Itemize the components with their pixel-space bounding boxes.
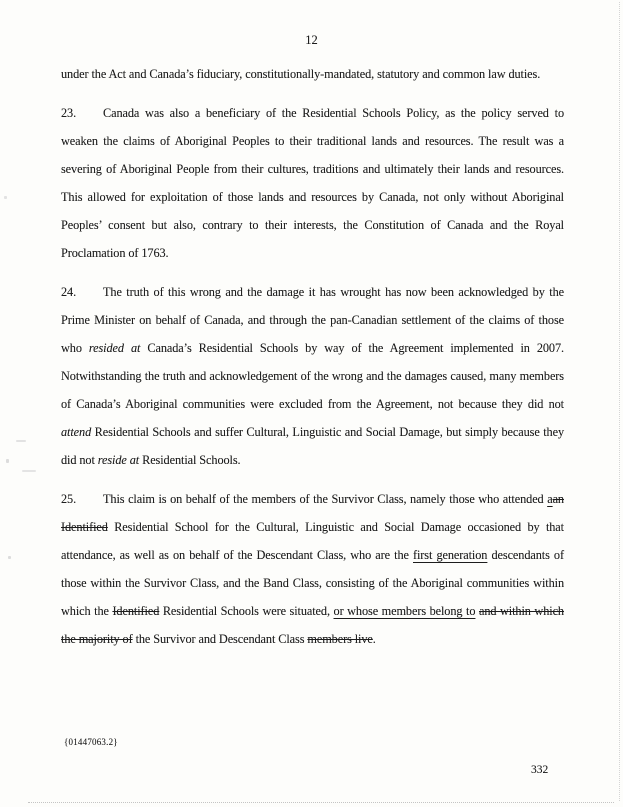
text-segment: Residential School for the Cultural, Linguistic and Social Damage occasioned by that attendance, as well as on behalf of the Descendant Class, who are the bbox=[61, 520, 564, 562]
paragraph bbox=[61, 278, 564, 474]
scan-artifact-speck bbox=[22, 470, 36, 472]
text-segment: the Survivor and Descendant Class bbox=[132, 632, 308, 646]
text-segment: Residential Schools. bbox=[139, 453, 241, 467]
paragraph-number: 23. bbox=[61, 106, 77, 120]
scan-artifact-right-edge bbox=[619, 2, 620, 801]
text-segment: Identified bbox=[112, 604, 160, 618]
paragraph bbox=[61, 485, 564, 653]
paragraph-number: 25. bbox=[61, 492, 77, 506]
text-segment: Residential Schools and suffer Cultural, Linguistic and Social Damage, but simply because they did not bbox=[61, 425, 564, 467]
text-segment: Canada was also a beneficiary of the Residential Schools Policy, as the policy served to weaken the claims of Aboriginal Peoples to their traditional lands and resources. The result was a severing of Aboriginal People from their cultures, traditions and ultimately their lands and resources. This allowed for exploitation of those lands and resources by Canada, not only without Aboriginal Peoples’ consent but also, contrary to their interests, the Constitution of Canada and the Royal Proclamation of 1763. bbox=[61, 106, 564, 260]
text-segment: Canada’s Residential Schools by way of the Agreement implemented in 2007. Notwithstanding the truth and acknowledgement of the wrong and the damages caused, many members of Canada’s Aboriginal communities were excluded from the Agreement, not because they did not bbox=[61, 341, 564, 411]
text-segment: under the Act and Canada’s fiduciary, constitutionally-mandated, statutory and common law duties. bbox=[61, 67, 541, 81]
text-segment: or whose members belong to bbox=[333, 604, 476, 618]
text-segment: descendants of those within the Survivor Class, and the Band Class, consisting of the Aboriginal communities within which the bbox=[61, 548, 564, 618]
scan-artifact-bottom-edge bbox=[28, 802, 614, 803]
text-segment: an Identified bbox=[61, 492, 564, 534]
text-segment: This claim is on behalf of the members of the Survivor Class, namely those who attended bbox=[103, 492, 548, 506]
footer-document-id: {01447063.2} bbox=[64, 737, 118, 747]
text-segment: Residential Schools were situated, bbox=[159, 604, 334, 618]
text-segment: attend bbox=[61, 425, 92, 439]
text-segment: resided at bbox=[88, 341, 141, 355]
scan-artifact-speck bbox=[4, 196, 7, 199]
paragraph bbox=[61, 60, 564, 88]
scan-artifact-speck bbox=[8, 556, 11, 559]
text-segment: a bbox=[547, 492, 553, 506]
text-segment: members live bbox=[307, 632, 373, 646]
paragraph bbox=[61, 99, 564, 267]
header-page-number: 12 bbox=[305, 33, 318, 47]
scan-artifact-speck bbox=[6, 459, 9, 463]
document-body bbox=[61, 60, 564, 664]
text-segment: . bbox=[372, 632, 376, 646]
footer-folio-number: 332 bbox=[531, 764, 549, 776]
text-segment: The truth of this wrong and the damage it has wrought has now been acknowledged by the Prime Minister on behalf of Canada, and through the pan-Canadian settlement of the claims of those who bbox=[61, 285, 564, 355]
text-segment: reside at bbox=[97, 453, 140, 467]
text-segment: and within which the majority of bbox=[61, 604, 564, 646]
text-segment: first generation bbox=[413, 548, 488, 562]
paragraph-number: 24. bbox=[61, 285, 77, 299]
scan-artifact-speck bbox=[16, 440, 26, 442]
